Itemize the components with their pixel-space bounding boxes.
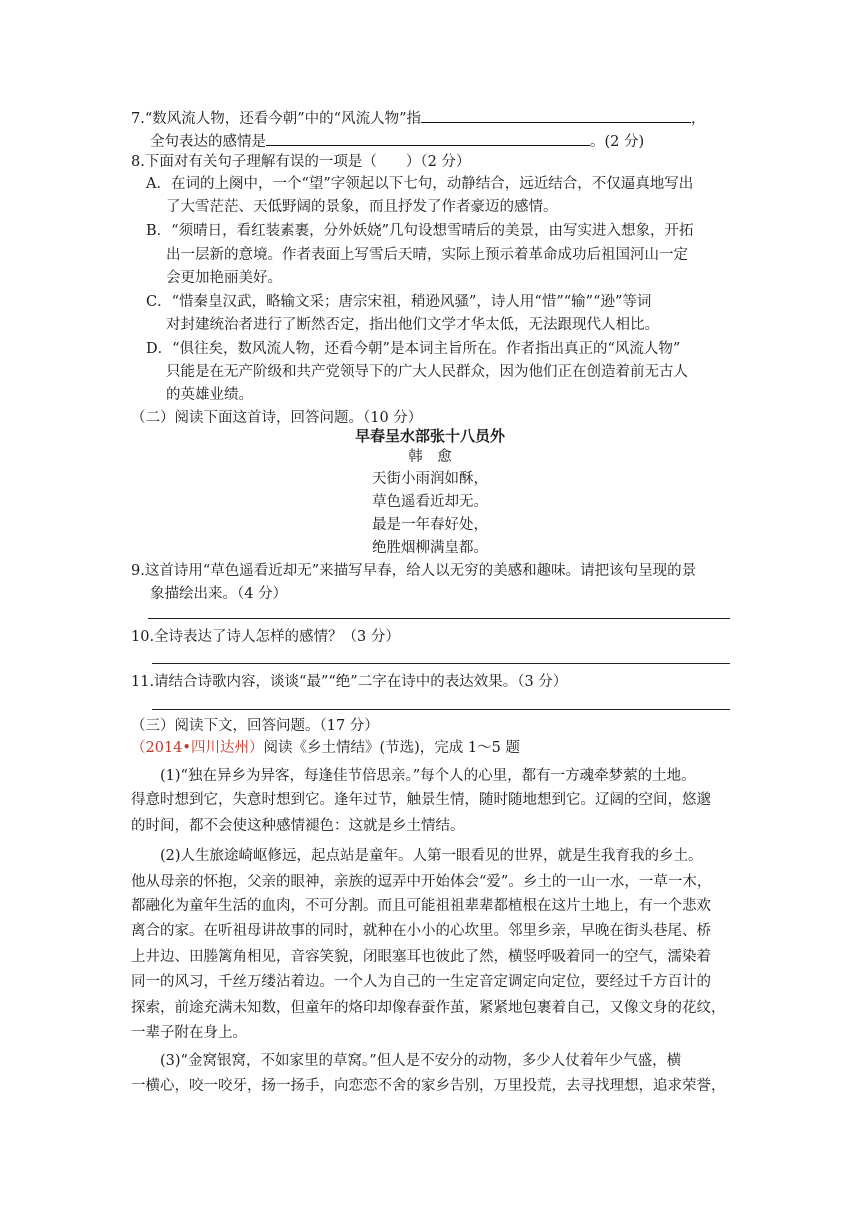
source-tag: （2014•四川达州） xyxy=(131,740,264,756)
poem-line-4: 绝胜烟柳满皇都。 xyxy=(372,540,488,556)
q7-line1 xyxy=(131,108,705,129)
q7-comma: ， xyxy=(690,111,706,127)
q7-prompt-2: 全句表达的感情是 xyxy=(150,134,266,150)
q8-option-a-line2: 了大雪茫茫、天低野阔的景象，而且抒发了作者豪迈的感情。 xyxy=(166,199,558,215)
poem-title: 早春呈水部张十八员外 xyxy=(354,427,505,445)
q7-answer-blank-2[interactable] xyxy=(266,131,590,146)
q8-option-b-line3: 会更加艳丽美好。 xyxy=(166,270,282,286)
passage-p3-line2: 一横心，咬一咬牙，扬一扬手，向恋恋不舍的家乡告别，万里投荒，去寻找理想，追求荣誉， xyxy=(131,1078,726,1094)
passage-p2-line8: 一辈子附在身上。 xyxy=(131,1025,247,1041)
q8-option-b-line2: 出一层新的意境。作者表面上写雪后天晴，实际上预示着革命成功后祖国河山一定 xyxy=(166,247,688,263)
poem-line-3: 最是一年春好处， xyxy=(372,517,488,533)
q7-score: 。(2 分) xyxy=(590,134,645,150)
q9-answer-line[interactable] xyxy=(148,618,730,619)
section-2-heading: （二）阅读下面这首诗，回答问题。（10 分） xyxy=(131,410,423,426)
passage-p2-line1: (2)人生旅途崎岖修远，起点站是童年。人第一眼看见的世界，就是生我育我的乡土。 xyxy=(160,848,703,864)
q8-option-a-line1: A．在词的上阕中，一个“望”字领起以下七句，动静结合，远近结合，不仅逼真地写出 xyxy=(146,176,694,192)
passage-p1-line3: 的时间，都不会使这种感情褪色：这就是乡土情结。 xyxy=(131,818,465,834)
q8-option-b-line1: B．“须晴日，看红装素裹，分外妖娆”几句设想雪晴后的美景，由写实进入想象，开拓 xyxy=(146,223,694,239)
poem-line-1: 天街小雨润如酥， xyxy=(372,471,488,487)
passage-p1-line2: 得意时想到它，失意时想到它。逢年过节，触景生情，随时随地想到它。辽阔的空间，悠邈 xyxy=(131,792,711,808)
q7-prompt: 7.“数风流人物，还看今朝”中的“风流人物”指 xyxy=(131,111,421,127)
q8-stem: 8.下面对有关句子理解有误的一项是（ ）（2 分） xyxy=(131,154,471,170)
passage-p2-line7: 探索，前途充满未知数，但童年的烙印却像春蚕作茧，紧紧地包裹着自己，又像文身的花纹， xyxy=(131,1000,726,1016)
section-3-intro xyxy=(131,738,520,758)
passage-p2-line3: 都融化为童年生活的血肉，不可分割。而且可能祖祖辈辈都植根在这片土地上，有一个悲欢 xyxy=(131,898,711,914)
q11-prompt: 11.请结合诗歌内容，谈谈“最”“绝”二字在诗中的表达效果。（3 分） xyxy=(131,674,568,690)
q7-line2 xyxy=(150,131,644,152)
q8-option-d-line1: D．“俱往矣，数风流人物，还看今朝”是本词主旨所在。作者指出真正的“风流人物” xyxy=(146,341,681,357)
section-3-instruction: 阅读《乡土情结》(节选)，完成 1～5 题 xyxy=(263,740,520,756)
q10-prompt: 10.全诗表达了诗人怎样的感情？（3 分） xyxy=(131,629,400,645)
poem-author: 韩 愈 xyxy=(408,449,452,465)
passage-p1-line1: (1)“独在异乡为异客，每逢佳节倍思亲。”每个人的心里，都有一方魂牵梦萦的土地。 xyxy=(160,768,696,784)
q8-option-c-line1: C．“惜秦皇汉武，略输文采；唐宗宋祖，稍逊风骚”，诗人用“惜”“输”“逊”等词 xyxy=(146,294,652,310)
section-3-heading: （三）阅读下文，回答问题。（17 分） xyxy=(131,718,379,734)
poem-line-2: 草色遥看近却无。 xyxy=(372,494,488,510)
q10-answer-line[interactable] xyxy=(152,663,730,664)
q9-line1: 9.这首诗用“草色遥看近却无”来描写早春，给人以无穷的美感和趣味。请把该句呈现的景 xyxy=(131,563,697,579)
passage-p2-line4: 离合的家。在听祖母讲故事的同时，就种在小小的心坎里。邻里乡亲，早晚在街头巷尾、桥 xyxy=(131,923,711,939)
passage-p3-line1: (3)“金窝银窝，不如家里的草窝。”但人是不安分的动物，多少人仗着年少气盛，横 xyxy=(160,1053,682,1069)
passage-p2-line5: 上井边、田塍篱角相见，音容笑貌，闭眼塞耳也彼此了然，横竖呼吸着同一的空气，濡染着 xyxy=(131,949,711,965)
passage-p2-line6: 同一的风习，千丝万缕沾着边。一个人为自己的一生定音定调定向定位，要经过千方百计的 xyxy=(131,974,711,990)
q8-option-d-line2: 只能是在无产阶级和共产党领导下的广大人民群众，因为他们正在创造着前无古人 xyxy=(166,364,688,380)
q8-option-c-line2: 对封建统治者进行了断然否定，指出他们文学才华太低，无法跟现代人相比。 xyxy=(166,317,659,333)
passage-p2-line2: 他从母亲的怀抱，父亲的眼神，亲族的逗弄中开始体会“爱”。乡土的一山一水，一草一木， xyxy=(131,874,712,890)
q11-answer-line[interactable] xyxy=(152,709,730,710)
q9-line2: 象描绘出来。（4 分） xyxy=(150,586,288,602)
q8-option-d-line3: 的英雄业绩。 xyxy=(166,387,253,403)
q7-answer-blank-1[interactable] xyxy=(421,108,691,123)
